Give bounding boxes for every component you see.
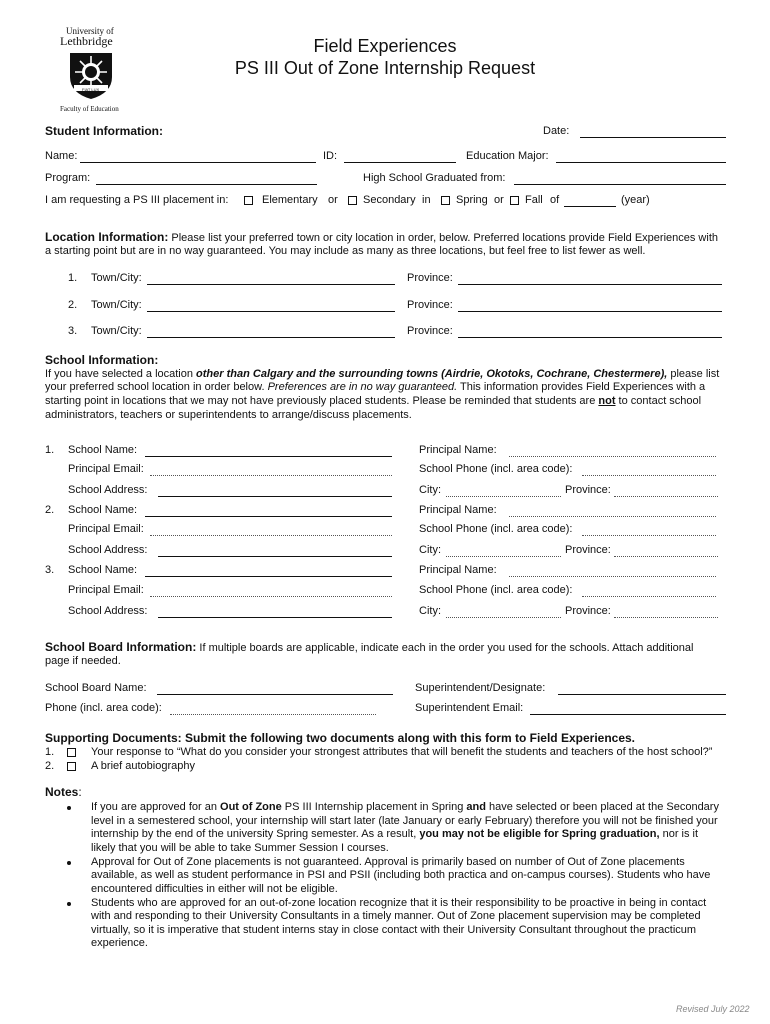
province-label-1: Province: (407, 272, 453, 284)
principal-email-field-1[interactable] (150, 475, 392, 476)
id-label: ID: (323, 150, 338, 162)
note-text: If you are approved for an (91, 801, 221, 813)
school-para-text: starting point in locations that we may not have previously placed students. Please be reminded that students are (45, 395, 599, 407)
school-address-field-1[interactable] (158, 496, 392, 497)
province-field-2[interactable] (458, 311, 722, 312)
doc-num-1: 1. (45, 746, 55, 758)
note-1-line1 (91, 801, 719, 814)
school-para-italic: Preferences are in no way guaranteed. (267, 381, 458, 393)
doc-text-2: A brief autobiography (91, 760, 195, 772)
school-address-field-3[interactable] (158, 617, 392, 618)
town-field-3[interactable] (147, 337, 395, 338)
note-text: internship by the end of the university Spring semester. As a result, (91, 828, 420, 840)
school-address-label-3: School Address: (68, 605, 148, 617)
board-intro-line2: page if needed. (45, 655, 121, 667)
principal-name-label-1: Principal Name: (419, 444, 497, 456)
note-emphasis: and (466, 801, 486, 813)
principal-email-label-3: Principal Email: (68, 584, 144, 596)
superintendent-email-field[interactable] (530, 714, 726, 715)
program-label: Program: (45, 172, 91, 184)
school-name-label-2: School Name: (68, 504, 138, 516)
note-1-line2: level in a semestered school, your internship will start later (late January or early February) therefore you will not be finished your (91, 815, 718, 827)
town-label-1: Town/City: (91, 272, 142, 284)
note-3-line2: with and responding to their University Consultants in a timely manner. Out of Zone placement supervision may be completed (91, 910, 701, 922)
school-name-field-3[interactable] (145, 576, 392, 577)
school-address-label-2: School Address: (68, 544, 148, 556)
school-province-field-1[interactable] (614, 496, 718, 497)
school-province-label-3: Province: (565, 605, 611, 617)
school-province-field-2[interactable] (614, 556, 718, 557)
school-name-label-3: School Name: (68, 564, 138, 576)
note-emphasis: you may not be eligible for Spring graduation, (419, 828, 660, 840)
note-1-line4: likely that you will be able to take Summer Session I courses. (91, 842, 389, 854)
year-field[interactable] (564, 206, 616, 207)
doc-text-1: Your response to “What do you consider your strongest attributes that will benefit the students and teachers of the host school?” (91, 746, 713, 758)
notes-heading: Notes (45, 785, 79, 799)
city-field-2[interactable] (446, 556, 561, 557)
note-bullet-3 (67, 902, 71, 906)
superintendent-email-label: Superintendent Email: (415, 702, 524, 714)
province-label-3: Province: (407, 325, 453, 337)
note-2-line2: available, as well as student performance in PSI and PSII (including both practica and on-campus courses). Students who have (91, 869, 711, 881)
town-label-2: Town/City: (91, 299, 142, 311)
school-address-label-1: School Address: (68, 484, 148, 496)
high-school-field[interactable] (514, 184, 726, 185)
city-label-3: City: (419, 605, 441, 617)
board-name-field[interactable] (157, 694, 393, 695)
doc-checkbox-2[interactable] (67, 762, 76, 771)
school-phone-label-1: School Phone (incl. area code): (419, 463, 573, 475)
city-label-1: City: (419, 484, 441, 496)
school-num-3: 3. (45, 564, 55, 576)
location-num-3: 3. (68, 325, 78, 337)
school-info-heading: School Information: (45, 353, 159, 367)
note-1-line3 (91, 828, 698, 841)
school-province-field-3[interactable] (614, 617, 718, 618)
major-field[interactable] (556, 162, 726, 163)
high-school-label: High School Graduated from: (363, 172, 506, 184)
city-field-3[interactable] (446, 617, 561, 618)
school-phone-label-2: School Phone (incl. area code): (419, 523, 573, 535)
logo-line1: University of (66, 26, 114, 36)
school-num-1: 1. (45, 444, 55, 456)
principal-name-label-3: Principal Name: (419, 564, 497, 576)
town-label-3: Town/City: (91, 325, 142, 337)
principal-email-label-2: Principal Email: (68, 523, 144, 535)
logo-line2: Lethbridge (60, 34, 113, 48)
school-province-label-1: Province: (565, 484, 611, 496)
note-3-line3: virtually, so it is imperative that student interns stay in close contact with their University Consultant throughout the practicum (91, 924, 697, 936)
or-text-1: or (328, 194, 338, 206)
city-label-2: City: (419, 544, 441, 556)
school-para-line3 (45, 395, 701, 408)
school-name-field-2[interactable] (145, 516, 392, 517)
note-text: nor is it (659, 828, 699, 840)
name-label: Name: (45, 150, 78, 162)
school-para-line1 (45, 368, 719, 381)
school-para-text: to contact school (615, 395, 702, 407)
note-bullet-2 (67, 861, 71, 865)
logo-band-text: FIAT LUX (82, 87, 100, 92)
location-intro-line2: a starting point but are in no way guaranteed. You may include as many as three locations, but feel free to list fewer as well. (45, 245, 646, 257)
note-3-line4: experience. (91, 937, 148, 949)
school-phone-field-1[interactable] (582, 475, 716, 476)
notes-title (45, 786, 82, 799)
page-subtitle: PS III Out of Zone Internship Request (234, 58, 536, 78)
location-intro: Please list your preferred town or city location in order, below. Preferred locations provide Field Experiences with (171, 232, 718, 244)
note-bullet-1 (67, 806, 71, 810)
board-phone-field[interactable] (170, 714, 376, 715)
principal-name-field-3[interactable] (509, 576, 716, 577)
school-para-line4: administrators, teachers or superintendents to arrange/discuss placements. (45, 409, 412, 421)
program-field[interactable] (96, 184, 317, 185)
location-num-1: 1. (68, 272, 78, 284)
elementary-label: Elementary (262, 194, 318, 206)
doc-num-2: 2. (45, 760, 55, 772)
note-text: have selected or been placed at the Secondary (485, 801, 719, 813)
note-2-line3: encountered difficulties in either will not be eligible. (91, 883, 338, 895)
fall-label: Fall (525, 194, 543, 206)
town-field-1[interactable] (147, 284, 395, 285)
secondary-checkbox[interactable] (348, 196, 357, 205)
page-title: Field Experiences (313, 36, 457, 56)
supporting-docs-heading: Supporting Documents: Submit the following two documents along with this form to Field Experiences. (45, 731, 636, 745)
superintendent-label: Superintendent/Designate: (415, 682, 546, 694)
elementary-checkbox[interactable] (244, 196, 253, 205)
note-2-line1: Approval for Out of Zone placements is not guaranteed. Approval is primarily based on number of Out of Zone placements (91, 856, 685, 868)
principal-email-label-1: Principal Email: (68, 463, 144, 475)
request-label: I am requesting a PS III placement in: (45, 194, 229, 206)
board-phone-label: Phone (incl. area code): (45, 702, 162, 714)
notes-colon: : (78, 785, 82, 799)
name-field[interactable] (80, 162, 316, 163)
principal-email-field-2[interactable] (150, 535, 392, 536)
principal-name-field-2[interactable] (509, 516, 716, 517)
school-para-line2 (45, 381, 705, 394)
principal-name-label-2: Principal Name: (419, 504, 497, 516)
date-label: Date: (543, 125, 570, 137)
in-text: in (422, 194, 431, 206)
note-3-line1: Students who are approved for an out-of-zone location recognize that it is their responsibility to be proactive in being in contact (91, 897, 707, 909)
doc-checkbox-1[interactable] (67, 748, 76, 757)
school-address-field-2[interactable] (158, 556, 392, 557)
board-intro: If multiple boards are applicable, indicate each in the order you used for the schools. Attach additional (196, 642, 694, 654)
board-intro-line1 (45, 641, 693, 655)
school-para-text: please list (667, 368, 720, 380)
superintendent-field[interactable] (558, 694, 726, 695)
note-emphasis: Out of Zone (220, 801, 282, 813)
location-heading: Location Information: (45, 230, 169, 244)
school-para-text: This information provides Field Experiences with a (457, 381, 706, 393)
school-para-text: If you have selected a location (45, 368, 197, 380)
note-text: PS III Internship placement in Spring (281, 801, 467, 813)
fall-checkbox[interactable] (510, 196, 519, 205)
school-province-label-2: Province: (565, 544, 611, 556)
province-label-2: Province: (407, 299, 453, 311)
student-info-heading: Student Information: (45, 124, 163, 138)
town-field-2[interactable] (147, 311, 395, 312)
school-name-field-1[interactable] (145, 456, 392, 457)
school-phone-field-3[interactable] (582, 596, 716, 597)
board-name-label: School Board Name: (45, 682, 147, 694)
location-num-2: 2. (68, 299, 78, 311)
school-para-text: your preferred school location in order below. (45, 381, 268, 393)
logo-faculty: Faculty of Education (60, 105, 119, 113)
school-phone-label-3: School Phone (incl. area code): (419, 584, 573, 596)
id-field[interactable] (344, 162, 456, 163)
location-intro-line1 (45, 231, 718, 245)
spring-checkbox[interactable] (441, 196, 450, 205)
board-heading: School Board Information: (45, 640, 197, 654)
school-para-emphasis: other than Calgary and the surrounding towns (Airdrie, Okotoks, Cochrane, Chestermere), (196, 368, 668, 380)
school-name-label-1: School Name: (68, 444, 138, 456)
province-field-3[interactable] (458, 337, 722, 338)
province-field-1[interactable] (458, 284, 722, 285)
school-num-2: 2. (45, 504, 55, 516)
year-label: (year) (621, 194, 650, 206)
school-para-not: not (598, 395, 616, 407)
major-label: Education Major: (466, 150, 549, 162)
principal-email-field-3[interactable] (150, 596, 392, 597)
of-text: of (550, 194, 560, 206)
secondary-label: Secondary (363, 194, 416, 206)
date-field[interactable] (580, 137, 726, 138)
revised-date: Revised July 2022 (676, 1004, 750, 1014)
school-phone-field-2[interactable] (582, 535, 716, 536)
city-field-1[interactable] (446, 496, 561, 497)
or-text-2: or (494, 194, 504, 206)
principal-name-field-1[interactable] (509, 456, 716, 457)
spring-label: Spring (456, 194, 488, 206)
